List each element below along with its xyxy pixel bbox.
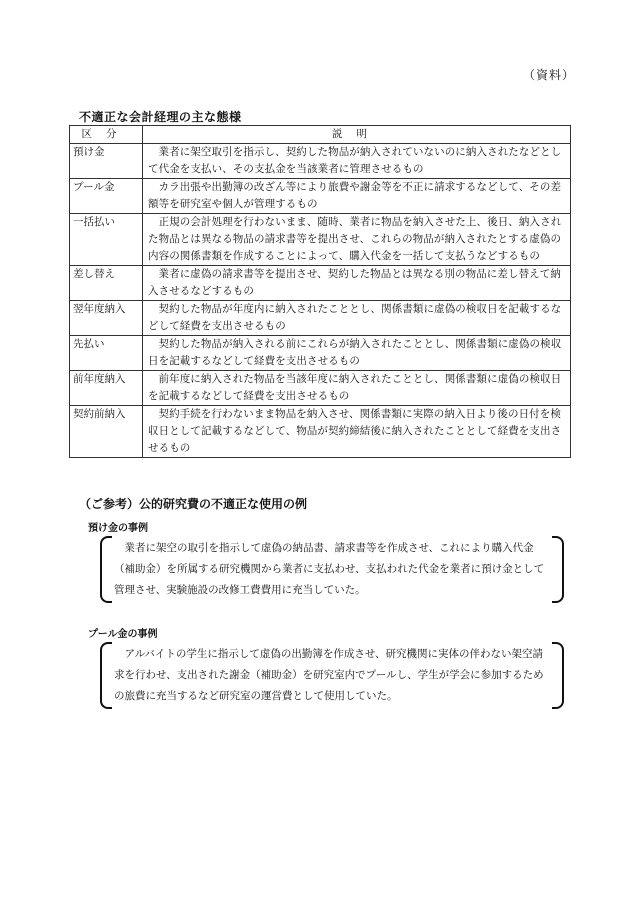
row-description: 契約手続を行わないまま物品を納入させ、関係書類に実際の納入日より後の日付を検収日として記載するなどして、物品が契約締結後に納入されたこととして経費を支出させるもの bbox=[143, 406, 571, 458]
row-term: 契約前納入 bbox=[70, 406, 143, 458]
left-bracket bbox=[100, 536, 112, 603]
table-row bbox=[70, 266, 571, 301]
row-description: 業者に架空取引を指示し、契約した物品が納入されていないのに納入されたなどとして代金を支払い、その支払金を当該業者に管理させるもの bbox=[143, 144, 571, 179]
case-title-azukekin: 預け金の事例 bbox=[88, 523, 148, 534]
table-row bbox=[70, 144, 571, 179]
row-term: 前年度納入 bbox=[70, 371, 143, 406]
case-text-poolkin: アルバイトの学生に指示して虚偽の出勤簿を作成させ、研究機関に実体の伴わない架空請求を行わせ、支出された謝金（補助金）を研究室内でプールし、学生が学会に参加するための旅費に充当するなど研究室の運営費として使用していた。 bbox=[114, 648, 544, 702]
row-description: 正規の会計処理を行わないまま、随時、業者に物品を納入させた上、後日、納入された物品とは異なる物品の請求書等を提出させ、これらの物品が納入されたとする虚偽の内容の関係書類を作成することによって、購入代金を一括して支払うなどするもの bbox=[143, 214, 571, 266]
table-row bbox=[70, 301, 571, 336]
row-description: 契約した物品が年度内に納入されたこととし、関係書類に虚偽の検収日を記載するなどして経費を支出させるもの bbox=[143, 301, 571, 336]
table-row bbox=[70, 371, 571, 406]
table-header-row bbox=[70, 126, 571, 144]
row-term: 翌年度納入 bbox=[70, 301, 143, 336]
case-text-azukekin: 業者に架空の取引を指示して虚偽の納品書、請求書等を作成させ、これにより購入代金（補助金）を所属する研究機関から業者に支払わせ、支払われた代金を業者に預け金として管理させ、実験施設の改修工費費用に充当していた。 bbox=[114, 542, 545, 596]
accounting-forms-table bbox=[69, 125, 571, 458]
table-row bbox=[70, 214, 571, 266]
table-row bbox=[70, 406, 571, 458]
table-row bbox=[70, 336, 571, 371]
document-tag: （資料） bbox=[523, 68, 576, 82]
section-title: 不適正な会計経理の主な態様 bbox=[79, 110, 242, 124]
row-term: プール金 bbox=[70, 179, 143, 214]
row-term: 一括払い bbox=[70, 214, 143, 266]
row-description: 前年度に納入された物品を当該年度に納入されたこととし、関係書類に虚偽の検収日を記載するなどして経費を支出させるもの bbox=[143, 371, 571, 406]
row-description: 業者に虚偽の請求書等を提出させ、契約した物品とは異なる別の物品に差し替えて納入させるなどするもの bbox=[143, 266, 571, 301]
right-bracket bbox=[552, 642, 564, 709]
row-term: 預け金 bbox=[70, 144, 143, 179]
table-row bbox=[70, 179, 571, 214]
case-box-poolkin bbox=[100, 642, 564, 709]
row-term: 差し替え bbox=[70, 266, 143, 301]
case-title-poolkin: プール金の事例 bbox=[88, 629, 158, 640]
right-bracket bbox=[552, 536, 564, 603]
header-category: 区分 bbox=[70, 126, 143, 144]
header-explanation: 説明 bbox=[143, 126, 571, 144]
case-box-azukekin bbox=[100, 536, 564, 603]
row-description: カラ出張や出勤簿の改ざん等により旅費や謝金等を不正に請求するなどして、その差額等を研究室や個人が管理するもの bbox=[143, 179, 571, 214]
row-description: 契約した物品が納入される前にこれらが納入されたこととし、関係書類に虚偽の検収日を記載するなどして経費を支出させるもの bbox=[143, 336, 571, 371]
row-term: 先払い bbox=[70, 336, 143, 371]
left-bracket bbox=[100, 642, 112, 709]
reference-title: （ご参考）公的研究費の不適正な使用の例 bbox=[79, 497, 308, 511]
